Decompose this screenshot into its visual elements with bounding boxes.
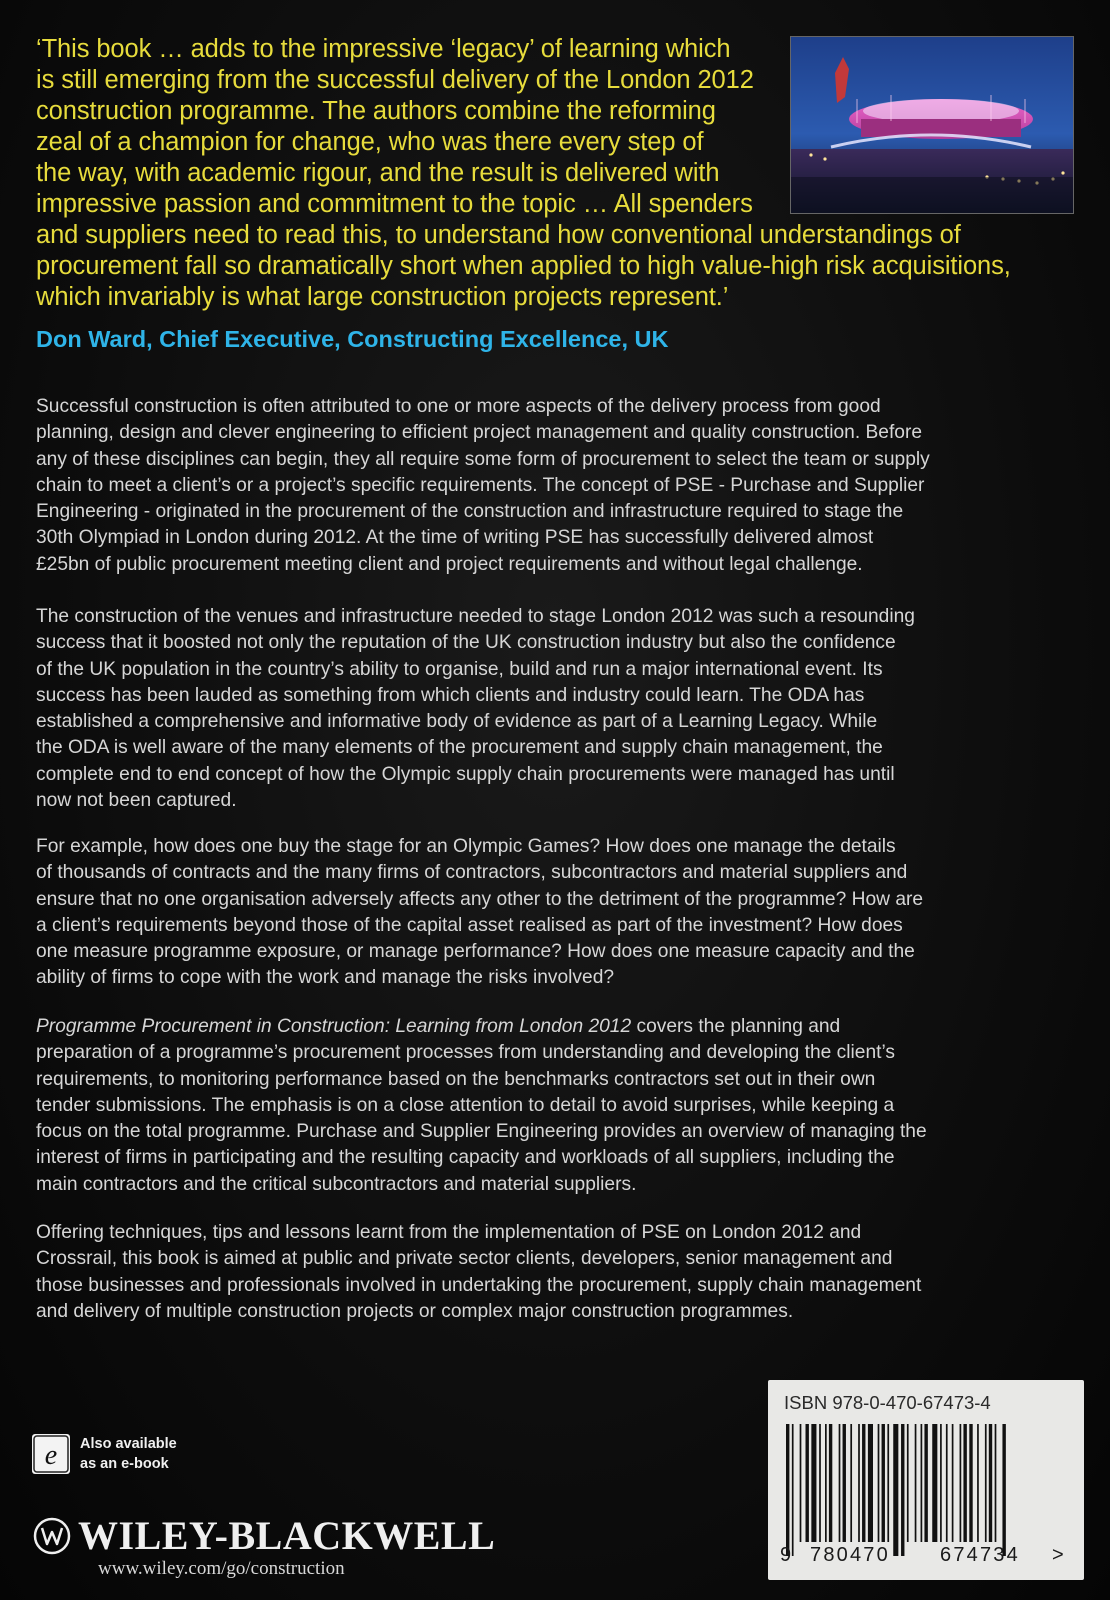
barcode-bar — [792, 1424, 794, 1556]
barcode-bar — [829, 1424, 832, 1542]
quote-line: ‘This book … adds to the impressive ‘legacy’ of learning which — [36, 35, 731, 63]
barcode-bar — [969, 1424, 972, 1542]
text-line: established a comprehensive and informative body of evidence as part of a Learning Legacy. While — [36, 711, 878, 733]
barcode-digit-first: 9 — [780, 1544, 794, 1566]
barcode-bar — [977, 1424, 979, 1542]
text-line: preparation of a programme’s procurement processes from understanding and developing the client’s — [36, 1042, 895, 1064]
text-line: success that it boosted not only the reputation of the UK construction industry but also the confidence — [36, 632, 896, 654]
text-line: The construction of the venues and infrastructure needed to stage London 2012 was such a resounding — [36, 606, 915, 627]
barcode-bar — [806, 1424, 809, 1542]
barcode-bar — [862, 1424, 865, 1542]
barcode-bar — [924, 1424, 927, 1542]
text-line: main contractors and the critical subcontractors and material suppliers. — [36, 1173, 637, 1195]
book-title: Programme Procurement in Construction: Learning from London 2012 — [36, 1016, 632, 1037]
text-line: Engineering - originated in the procurement of the construction and infrastructure required to stage the — [36, 501, 904, 523]
text-line: success has been lauded as something from which clients and industry could learn. The ODA has — [36, 684, 865, 706]
text-line: those businesses and professionals involved in undertaking the procurement, supply chain management — [36, 1274, 922, 1296]
publisher-name: WILEY-BLACKWELL — [78, 1513, 496, 1558]
ebook-notice — [32, 1434, 177, 1474]
barcode-bar — [878, 1424, 880, 1542]
text-line: interest of firms in participating and the resulting capacity and workloads of all suppliers, including the — [36, 1147, 895, 1169]
barcode-bar — [893, 1424, 898, 1556]
endorsement-quote — [36, 34, 1076, 313]
text-line: Offering techniques, tips and lessons learnt from the implementation of PSE on London 2012 and — [36, 1222, 862, 1243]
barcode-bar — [858, 1424, 860, 1542]
barcode-bar — [995, 1424, 997, 1542]
text-line — [36, 1014, 1086, 1040]
text-line: one measure programme exposure, or manage performance? How does one measure capacity and the — [36, 941, 915, 963]
barcode-bar — [868, 1424, 873, 1542]
barcode-bar — [811, 1424, 816, 1542]
description-paragraph-1 — [36, 394, 1086, 578]
wiley-logo-icon — [32, 1516, 72, 1556]
barcode-bar — [940, 1424, 942, 1542]
barcode-arrow: > — [1052, 1544, 1066, 1566]
description-paragraph-2 — [36, 604, 1086, 814]
text-line: Successful construction is often attributed to one or more aspects of the delivery process from good — [36, 396, 881, 417]
quote-line: the way, with academic rigour, and the result is delivered with — [36, 159, 720, 187]
barcode-bar — [825, 1424, 827, 1542]
barcode-bar — [901, 1424, 904, 1556]
text-line: of thousands of contracts and the many firms of contractors, subcontractors and material suppliers and — [36, 862, 908, 884]
description-paragraph-4 — [36, 1014, 1086, 1198]
quote-line: construction programme. The authors combine the reforming — [36, 97, 716, 125]
barcode-bar — [963, 1424, 966, 1542]
svg-text:e: e — [44, 1440, 58, 1471]
barcode-bar — [887, 1424, 889, 1542]
text-line: For example, how does one buy the stage for an Olympic Games? How does one manage the details — [36, 836, 896, 857]
barcode-bar — [960, 1424, 962, 1542]
text-line: a client’s requirements beyond those of the capital asset realised as part of the investment? How does — [36, 914, 903, 936]
text-line: tender submissions. The emphasis is on a close attention to detail to avoid surprises, while keeping a — [36, 1094, 895, 1116]
barcode-digits-right: 674734 — [940, 1544, 1020, 1566]
text-line: now not been captured. — [36, 790, 237, 812]
quote-line: procurement fall so dramatically short when applied to high value-high risk acquisitions, — [36, 252, 1011, 280]
quote-attribution: Don Ward, Chief Executive, Constructing Excellence, UK — [36, 326, 669, 352]
quote-line: and suppliers need to read this, to understand how conventional understandings of — [36, 221, 961, 249]
text-line: the ODA is well aware of the many elements of the procurement and supply chain management, the — [36, 737, 883, 759]
ebook-line-2: as an e-book — [80, 1456, 169, 1472]
barcode-bar — [882, 1424, 885, 1542]
barcode-bar — [786, 1424, 789, 1556]
barcode-bar — [915, 1424, 917, 1542]
barcode-digits — [780, 1544, 1070, 1572]
text-line: ensure that no one organisation adversely affects any other to the detriment of the programme? How are — [36, 888, 924, 910]
text-line: chain to meet a client’s or a project’s specific requirements. The concept of PSE - Purchase and Supplier — [36, 474, 925, 496]
ebook-line-1: Also available — [80, 1436, 177, 1452]
text-line: requirements, to monitoring performance based on the benchmarks contractors set out in their own — [36, 1068, 876, 1090]
e-book-icon — [32, 1434, 70, 1474]
barcode-bar — [839, 1424, 841, 1542]
text-line: focus on the total programme. Purchase and Supplier Engineering provides an overview of managing the — [36, 1121, 927, 1143]
barcode-bar — [1002, 1424, 1005, 1556]
barcode-label — [768, 1380, 1084, 1580]
quote-line: impressive passion and commitment to the topic … All spenders — [36, 190, 753, 218]
barcode-bar — [843, 1424, 846, 1542]
quote-line: is still emerging from the successful delivery of the London 2012 — [36, 66, 754, 94]
text-line: 30th Olympiad in London during 2012. At the time of writing PSE has successfully delivered almost — [36, 527, 874, 549]
barcode-bar — [921, 1424, 923, 1542]
publisher-url[interactable]: www.wiley.com/go/construction — [98, 1558, 345, 1579]
barcode-bar — [989, 1424, 992, 1542]
text-fragment: covers the planning and — [631, 1016, 841, 1037]
quote-line: which invariably is what large construction projects represent.’ — [36, 283, 729, 311]
text-line: Crossrail, this book is aimed at public and private sector clients, developers, senior management and — [36, 1248, 893, 1270]
text-line: complete end to end concept of how the Olympic supply chain procurements were managed has until — [36, 763, 895, 785]
text-line: £25bn of public procurement meeting client and project requirements and without legal challenge. — [36, 553, 863, 575]
barcode-bar — [907, 1424, 909, 1542]
barcode-graphic — [786, 1424, 1062, 1556]
barcode-bar — [932, 1424, 937, 1542]
barcode-bar — [952, 1424, 954, 1542]
quote-line: zeal of a champion for change, who was there every step of — [36, 128, 704, 156]
text-line: and delivery of multiple construction projects or complex major construction programmes. — [36, 1300, 794, 1322]
description-paragraph-3 — [36, 834, 1086, 992]
barcode-bar — [819, 1424, 821, 1542]
text-line: planning, design and clever engineering to efficient project management and quality construction. Before — [36, 422, 923, 444]
text-line: ability of firms to cope with the work and manage the risks involved? — [36, 967, 615, 989]
text-line: any of these disciplines can begin, they all require some form of procurement to select the team or supply — [36, 448, 930, 470]
description-paragraph-5 — [36, 1220, 1086, 1325]
barcode-bar — [850, 1424, 852, 1542]
barcode-bar — [946, 1424, 948, 1542]
barcode-bar — [985, 1424, 987, 1542]
text-line: of the UK population in the country’s ability to organise, build and run a major international event. Its — [36, 658, 883, 680]
publisher-logo-block — [32, 1512, 495, 1559]
ebook-text — [80, 1434, 177, 1474]
isbn-text: ISBN 978-0-470-67473-4 — [784, 1392, 991, 1413]
barcode-bar — [800, 1424, 802, 1542]
barcode-digits-left: 780470 — [810, 1544, 890, 1566]
